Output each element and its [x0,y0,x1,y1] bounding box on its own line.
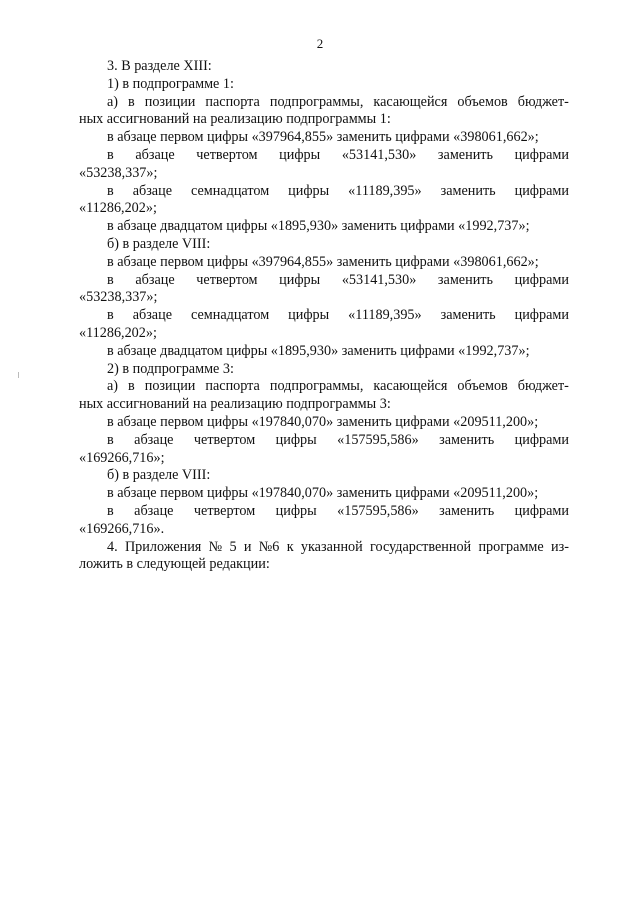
paragraph-line: ных ассигнований на реализацию подпрограммы 3: [79,396,391,413]
word: к [286,538,294,555]
word: абзаце [132,307,172,324]
word: цифрами [514,271,569,288]
word: из- [551,538,569,555]
word: цифры [288,182,330,199]
paragraph-line: в абзаце первом цифры «197840,070» заменить цифрами «209511,200»; [107,485,539,502]
word: четвертом [193,502,256,519]
paragraph-line: ных ассигнований на реализацию подпрограммы 1: [79,111,391,128]
word: в [107,271,114,288]
word: цифры [279,146,321,163]
word: «157595,586» [337,431,419,448]
paragraph-line [79,539,569,557]
paragraph-line: «53238,337»; [79,289,158,306]
word: подпрограммы, [269,378,364,395]
word: заменить [437,146,493,163]
word: бюджет- [517,93,569,110]
word: указанной [300,538,363,555]
paragraph-line [79,272,569,290]
paragraph-line: в абзаце первом цифры «397964,855» заменить цифрами «398061,662»; [107,253,539,270]
word: в [107,307,114,324]
paragraph-line [79,147,569,165]
word: абзаце [135,271,175,288]
page-number: 2 [316,36,324,51]
paragraph-line [79,94,569,112]
word: «11189,395» [348,307,422,324]
word: касающейся [373,378,448,395]
paragraph-line: в абзаце двадцатом цифры «1895,930» заменить цифрами «1992,737»; [107,218,530,235]
word: Приложения [124,538,202,555]
word: в [107,431,114,448]
word: абзаце [135,146,175,163]
paragraph-line: «169266,716». [79,520,165,537]
paragraph-line [79,378,569,396]
word: цифрами [514,502,569,519]
word: паспорта [205,93,260,110]
word: № [208,538,223,555]
word: заменить [439,502,495,519]
word: заменить [440,182,496,199]
word: 5 [229,538,237,555]
word: позиции [144,93,196,110]
word: цифрами [514,146,569,163]
word: заменить [439,431,495,448]
word: паспорта [205,378,260,395]
word: а) [107,378,119,395]
word: цифры [275,502,317,519]
word: цифрами [514,431,569,448]
paragraph-line: «11286,202»; [79,200,157,217]
paragraph-line: ложить в следующей редакции: [79,556,270,573]
word: в [128,93,135,110]
paragraph-line [79,183,569,201]
word: «53141,530» [341,146,417,163]
word: абзаце [132,182,172,199]
word: программе [478,538,544,555]
word: объемов [457,378,508,395]
paragraph-line [79,503,569,521]
word: №6 [258,538,280,555]
word: государственной [370,538,472,555]
paragraph-line: «169266,716»; [79,449,165,466]
word: в [107,146,114,163]
word: «53141,530» [341,271,417,288]
word: в [128,378,135,395]
paragraph-line [79,432,569,450]
paragraph-line: «53238,337»; [79,164,158,181]
word: в [107,182,114,199]
word: 4. [107,538,118,555]
word: подпрограммы, [269,93,364,110]
word: «157595,586» [337,502,419,519]
word: цифры [279,271,321,288]
word: семнадцатом [190,182,270,199]
word: и [243,538,252,555]
subsection-heading: б) в разделе VIII: [107,467,211,484]
word: абзаце [134,502,174,519]
word: четвертом [196,146,258,163]
word: заменить [437,271,493,288]
paragraph-line: «11286,202»; [79,324,157,341]
subsection-heading: б) в разделе VIII: [107,235,211,252]
word: объемов [457,93,508,110]
subprogram-heading: 1) в подпрограмме 1: [107,75,234,92]
word: касающейся [373,93,448,110]
word: в [107,502,114,519]
word: цифрами [514,182,569,199]
paragraph-line: в абзаце первом цифры «397964,855» заменить цифрами «398061,662»; [107,129,539,146]
word: позиции [144,378,196,395]
word: цифры [275,431,317,448]
scan-margin-mark [18,372,19,378]
paragraph-line: в абзаце первом цифры «197840,070» заменить цифрами «209511,200»; [107,413,539,430]
word: четвертом [193,431,256,448]
word: цифрами [514,307,569,324]
word: заменить [440,307,496,324]
word: а) [107,93,119,110]
word: абзаце [134,431,174,448]
word: «11189,395» [348,182,422,199]
word: цифры [288,307,330,324]
word: четвертом [196,271,258,288]
paragraph-line [79,307,569,325]
section-heading: 3. В разделе XIII: [107,58,212,74]
word: семнадцатом [190,307,270,324]
word: бюджет- [517,378,569,395]
document-body [79,58,569,574]
paragraph-line: в абзаце двадцатом цифры «1895,930» заменить цифрами «1992,737»; [107,342,530,359]
subprogram-heading: 2) в подпрограмме 3: [107,360,234,377]
